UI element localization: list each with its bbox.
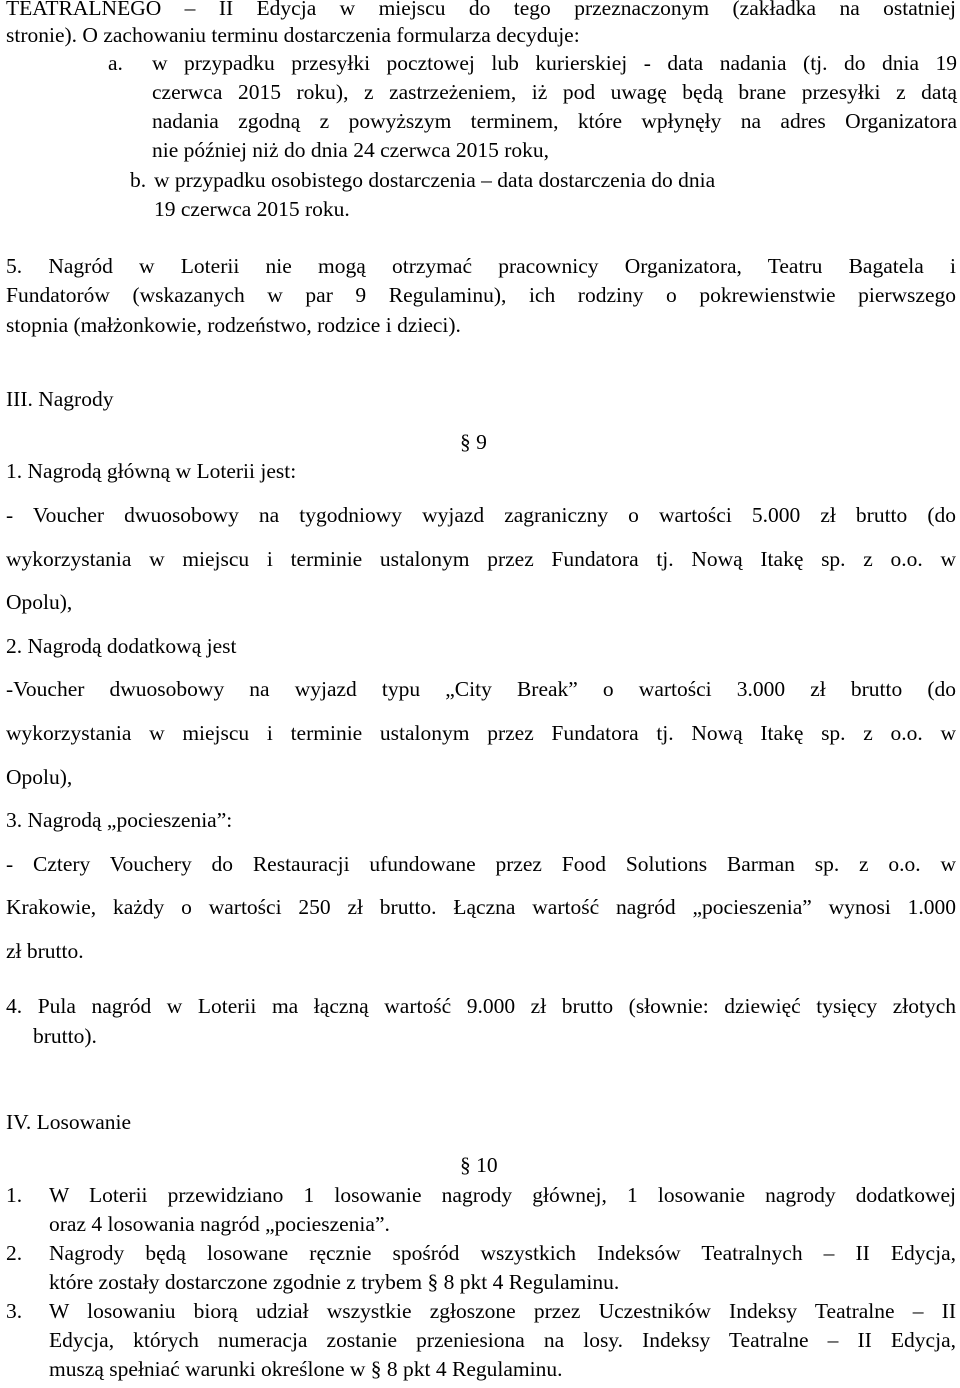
draw-item-3-line-3: muszą spełniać warunki określone w § 8 pkt 4 Regulaminu.	[49, 1357, 563, 1381]
section-heading-nagrody: III. Nagrody	[6, 387, 114, 411]
list-b-line-1: w przypadku osobistego dostarczenia – data dostarczenia do dnia	[154, 168, 716, 192]
list-a-line-3: nadania zgodną z powyższym terminem, które wpłynęły na adres Organizatora	[152, 109, 957, 133]
prize-3-line-3: zł brutto.	[6, 939, 84, 963]
prize-1-title: 1. Nagrodą główną w Loterii jest:	[6, 459, 297, 483]
prize-pool-line-1: 4. Pula nagród w Loterii ma łączną wartość 9.000 zł brutto (słownie: dziewięć tysięcy złotych	[6, 994, 956, 1018]
prize-3-title: 3. Nagrodą „pocieszenia”:	[6, 808, 233, 832]
list-marker-a: a.	[108, 51, 123, 75]
list-b-line-2: 19 czerwca 2015 roku.	[154, 197, 350, 221]
prize-2-line-3: Opolu),	[6, 765, 73, 789]
intro-line-1: TEATRALNEGO – II Edycja w miejscu do tego przeznaczonym (zakładka na ostatniej	[6, 0, 956, 20]
draw-item-2-line-2: które zostały dostarczone zgodnie z trybem § 8 pkt 4 Regulaminu.	[49, 1270, 620, 1294]
point5-line-1: 5. Nagród w Loterii nie mogą otrzymać pracownicy Organizatora, Teatru Bagatela i	[6, 254, 956, 278]
point5-line-3: stopnia (małżonkowie, rodzeństwo, rodzice i dzieci).	[6, 313, 461, 337]
paragraph-mark-9: § 9	[460, 430, 487, 454]
prize-1-line-2: wykorzystania w miejscu i terminie ustalonym przez Fundatora tj. Nową Itakę sp. z o.o. w	[6, 547, 956, 571]
draw-item-3-line-2: Edycja, których numeracja zostanie przeniesiona na losy. Indeksy Teatralne – II Edycja,	[49, 1328, 956, 1352]
section-heading-losowanie: IV. Losowanie	[6, 1110, 132, 1134]
prize-3-line-2: Krakowie, każdy o wartości 250 zł brutto. Łączna wartość nagród „pocieszenia” wynosi 1.000	[6, 895, 956, 919]
draw-item-1-line-1: W Loterii przewidziano 1 losowanie nagrody głównej, 1 losowanie nagrody dodatkowej	[49, 1183, 956, 1207]
prize-2-title: 2. Nagrodą dodatkową jest	[6, 634, 237, 658]
list-a-line-2: czerwca 2015 roku), z zastrzeżeniem, iż pod uwagę będą brane przesyłki z datą	[152, 80, 957, 104]
list-a-line-4: nie później niż do dnia 24 czerwca 2015 roku,	[152, 138, 550, 162]
point5-line-2: Fundatorów (wskazanych w par 9 Regulaminu), ich rodziny o pokrewienstwie pierwszego	[6, 283, 956, 307]
draw-item-2-marker: 2.	[6, 1241, 23, 1265]
draw-item-1-marker: 1.	[6, 1183, 23, 1207]
draw-item-3-marker: 3.	[6, 1299, 23, 1323]
prize-1-line-3: Opolu),	[6, 590, 73, 614]
draw-item-3-line-1: W losowaniu biorą udział wszystkie zgłoszone przez Uczestników Indeksy Teatralne – II	[49, 1299, 956, 1323]
prize-1-line-1: - Voucher dwuosobowy na tygodniowy wyjazd zagraniczny o wartości 5.000 zł brutto (do	[6, 503, 956, 527]
draw-item-2-line-1: Nagrody będą losowane ręcznie spośród wszystkich Indeksów Teatralnych – II Edycja,	[49, 1241, 956, 1265]
list-a-line-1: w przypadku przesyłki pocztowej lub kurierskiej - data nadania (tj. do dnia 19	[152, 51, 957, 75]
prize-pool-line-2: brutto).	[33, 1024, 97, 1048]
prize-3-line-1: - Cztery Vouchery do Restauracji ufundowane przez Food Solutions Barman sp. z o.o. w	[6, 852, 956, 876]
paragraph-mark-10: § 10	[460, 1153, 498, 1177]
intro-line-2: stronie). O zachowaniu terminu dostarczenia formularza decyduje:	[6, 23, 580, 47]
prize-2-line-2: wykorzystania w miejscu i terminie ustalonym przez Fundatora tj. Nową Itakę sp. z o.o. w	[6, 721, 956, 745]
draw-item-1-line-2: oraz 4 losowania nagród „pocieszenia”.	[49, 1212, 390, 1236]
list-marker-b: b.	[130, 168, 147, 192]
prize-2-line-1: -Voucher dwuosobowy na wyjazd typu „City Break” o wartości 3.000 zł brutto (do	[6, 677, 956, 701]
